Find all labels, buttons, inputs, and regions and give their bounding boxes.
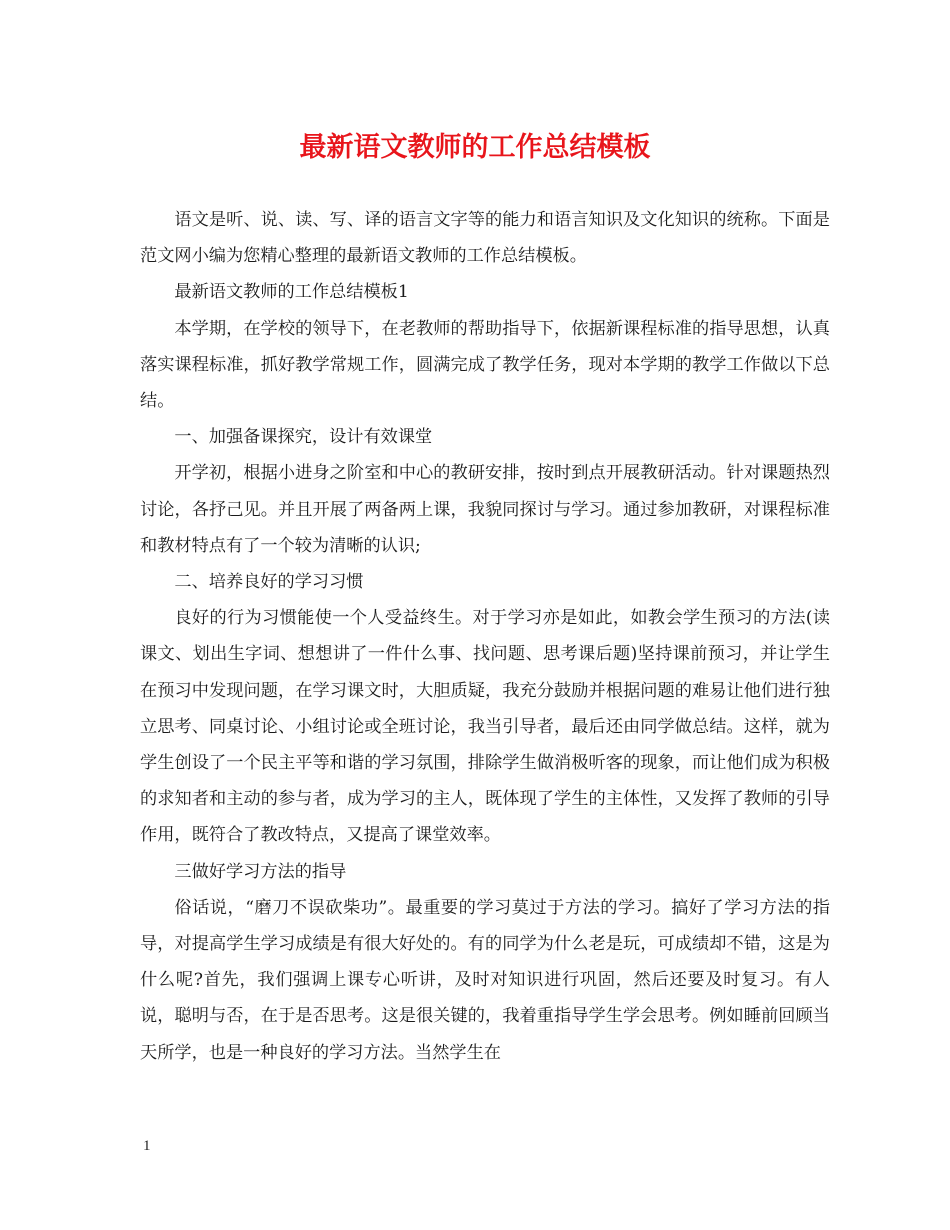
body-paragraph: 良好的行为习惯能使一个人受益终生。对于学习亦是如此，如教会学生预习的方法(读课文、划出生字词、想想讲了一件什么事、找问题、思考课后题)坚持课前预习，并让学生在预习中发现问题，在学习课文时，大胆质疑，我充分鼓励并根据问题的难易让他们进行独立思考、同桌讨论、小组讨论或全班讨论，我当引导者，最后还由同学做总结。这样，就为学生创设了一个民主平等和谐的学习氛围，排除学生做消极听客的现象，而让他们成为积极的求知者和主动的参与者，成为学习的主人，既体现了学生的主体性，又发挥了教师的引导作用，既符合了教改特点，又提高了课堂效率。 [140, 608, 830, 846]
section-heading-template-1: 最新语文教师的工作总结模板1 [174, 282, 409, 303]
body-paragraph: 本学期，在学校的领导下，在老教师的帮助指导下，依据新课程标准的指导思想，认真落实课程标准，抓好教学常规工作，圆满完成了教学任务，现对本学期的教学工作做以下总结。 [140, 318, 830, 412]
page-number: 1 [143, 1138, 151, 1154]
intro-paragraph: 语文是听、说、读、写、译的语言文字等的能力和语言知识及文化知识的统称。下面是范文网小编为您精心整理的最新语文教师的工作总结模板。 [140, 210, 830, 267]
section-heading-1: 一、加强备课探究，设计有效课堂 [174, 427, 433, 448]
section-heading-2: 二、培养良好的学习习惯 [174, 572, 364, 593]
document-title: 最新语文教师的工作总结模板 [299, 132, 651, 163]
body-paragraph: 开学初，根据小进身之阶室和中心的教研安排，按时到点开展教研活动。针对课题热烈讨论，各抒己见。并且开展了两备两上课，我貌同探讨与学习。通过参加教研，对课程标准和教材特点有了一个较为清晰的认识; [140, 463, 830, 556]
section-heading-3: 三做好学习方法的指导 [174, 861, 347, 882]
body-paragraph: 俗话说，“磨刀不误砍柴功”。最重要的学习莫过于方法的学习。搞好了学习方法的指导，对提高学生学习成绩是有很大好处的。有的同学为什么老是玩，可成绩却不错，这是为什么呢?首先，我们强调上课专心听讲，及时对知识进行巩固，然后还要及时复习。有人说，聪明与否，在于是否思考。这是很关键的，我着重指导学生学会思考。例如睡前回顾当天所学，也是一种良好的学习方法。当然学生在 [140, 897, 830, 1063]
document-body [140, 202, 830, 1071]
